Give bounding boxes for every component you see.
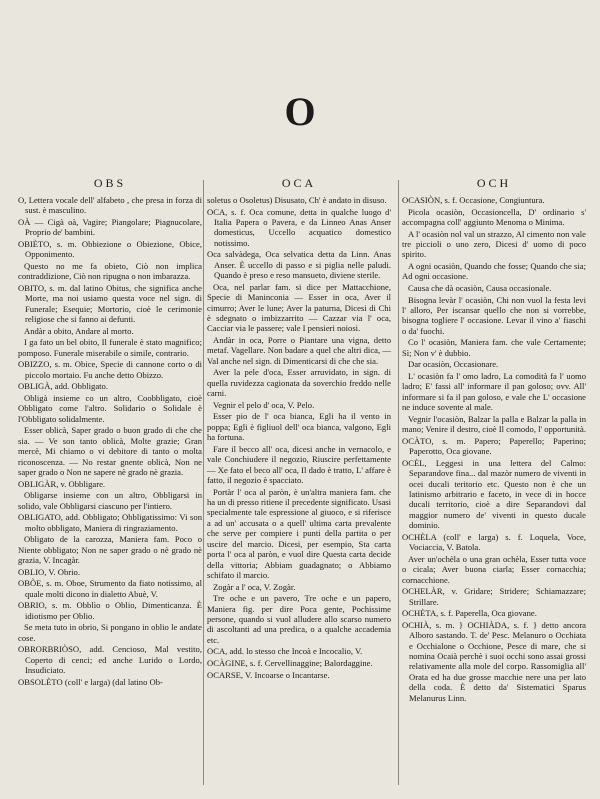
dictionary-subentry: A ogni ocasiòn, Quando che fosse; Quando che sia; Ad ogni occasione. <box>402 261 586 282</box>
dictionary-entry: OBLIGÀR, v. Obbligare. <box>18 478 106 489</box>
dictionary-entry: OBIÈTO, s. m. Obbiezione o Obiezione, Obice, Opponimento. <box>18 239 202 260</box>
dictionary-entry: OBRIO, s. m. Obblìo o Oblio, Dimenticanza. È idiotismo per Oblio. <box>18 600 202 621</box>
dictionary-entry: OBLIGATO, add. Obbligato; Obbligatissimo: Vi son molto obbligato, Maniera di ringraziamento. <box>18 512 202 533</box>
dictionary-entry: OCÀGINE, s. f. Cervellinaggine; Balordaggine. <box>207 657 373 668</box>
column-head: OCA <box>281 176 317 190</box>
dictionary-subentry: A l' ocasiòn nol val un strazzo, Al cimento non vale tre piccioli o uno zero, Dicesi d' uomo di poco spirito. <box>402 228 586 260</box>
dictionary-subentry: Vegnir l'ocasiòn, Balzar la palla e Balzar la palla in mano; Venire il destro, cioè Il comodo, l' opportunità. <box>402 413 586 435</box>
dictionary-entry: OÀ — Cigà oà, Vagire; Piangolare; Piagnucolare, Proprio de' bambini. <box>18 217 202 238</box>
dictionary-subentry: Bisogna levàr l' ocasiòn, Chi non vuol la festa levi l' alloro, Per iscansar quello che non si vorrebbe, bisogna togliere l' occasione. Levar il vino a' fiaschi o da' fuochi. <box>402 294 586 336</box>
dictionary-subentry: Aver un'ochèla o una gran ochèla, Esser tutta voce o cicala; Aver buona ciarla; Esser cornacchia; cornacchione. <box>402 553 586 585</box>
dictionary-subentry: Esser pio de l' oca bianca, Egli ha il vento in poppa; Egli è figliuol dell' oca bianca, valgono, Egli ha fortuna. <box>207 411 391 443</box>
dictionary-entry: Oca salvàdega, Oca selvatica detta da Linn. Anas Anser. È uccello di passo e si piglia nelle paludi. Quando è preso e reso mansueto, diviene sterile. <box>207 249 391 281</box>
dictionary-entry: OBLIO, V. Obrio. <box>18 566 80 577</box>
dictionary-entry: OCHELÀR, v. Gridare; Stridere; Schiamazzare; Strillare. <box>402 586 586 607</box>
dictionary-subentry: Questo no me fa obieto, Ciò non implica contraddizione, Ciò non ripugna o non imbarazza. <box>18 261 202 282</box>
dictionary-entry: OCÈL, Leggesi in una lettera del Calmo: Separandove fina... dal mazòr numero de viventi in ocei ducali teritorio etc. Questo non è che un latinismo arbitrario e faceto, in vece di in hocce ducali territorio, cioè a dire Separandovi dal maggior numero de' viventi in questo ducale dominio. <box>402 457 586 531</box>
dictionary-subentry: Obligarse insieme con un altro, Obbligarsi in solido, vale Obbligarsi ciascuno per l'intiero. <box>18 490 202 511</box>
column-head: OBS <box>93 176 127 190</box>
dictionary-subentry: Andàr in oca, Porre o Piantare una vigna, detto metaf. Vagellare. Non badare a quel che altri dica, — Val anche nel sign. di Dimenticarsi di che che sia. <box>207 335 391 366</box>
column-divider <box>203 180 204 785</box>
dictionary-subentry: L' ocasiòn fa l' omo ladro, La comodità fa l' uomo ladro; E' fassi all' informare il pan goloso; ovv. All' informare si fa il pan goloso, e vale che L' occasione ne induce sovente al male. <box>402 371 586 413</box>
dictionary-subentry: Vegnir el pelo d' oca, V. Pelo. <box>213 399 315 410</box>
section-letter: O <box>284 89 316 134</box>
dictionary-subentry: Dar ocasiòn, Occasionare. <box>408 359 499 370</box>
dictionary-subentry: Andàr a obito, Andare al morto. <box>24 325 134 336</box>
dictionary-subentry: Esser oblicà, Saper grado o buon grado di che che sia. — Ve son tanto oblicà, Molte grazie; Gran mercè, Mi chiamo o vi debitore di tanto o molta riconoscenza. — No restar gnente oblicà, Non ne saper grado o Non ne sapere nè grado nè grazia. <box>18 425 202 478</box>
dictionary-subentry: Tre oche e un pavero, Tre oche e un papero, Maniera fig. per dire Poca gente, Pochissime persone, quando si vuol alludere allo scarso numero di ascoltanti ad una predica, o a qualche accademia etc. <box>207 593 391 645</box>
column-divider <box>398 180 399 785</box>
dictionary-subentry: Obligà insieme co un altro, Coobbligato, cioè Obbligato come l'altro. Solidario o Solidale è l'Obbligato solidalmente. <box>18 393 202 424</box>
column-left <box>18 176 202 688</box>
dictionary-subentry: I ga fato un bel obito, Il funerale è stato magnifico; pomposo. Funerale miserabile o simile, contrario. <box>18 337 202 358</box>
dictionary-entry: OBSOLÈTO (coll' e larga) (dal latino Ob- <box>18 676 163 687</box>
dictionary-subentry: Se meta tuto in obrio, Si pongano in oblio le andate cose. <box>18 622 202 643</box>
dictionary-entry: O, Lettera vocale dell' alfabeto , che presa in forza di sust. è masculino. <box>18 195 202 216</box>
entry-list <box>402 195 586 703</box>
dictionary-entry: OCHÈLA (coll' e larga) s. f. Loquela, Voce, Vociaccia, V. Batola. <box>402 531 586 553</box>
dictionary-entry: OBÒE, s. m. Oboe, Strumento da fiato notissimo, al quale molti dicono in dialetto Abuè, V. <box>18 578 202 599</box>
dictionary-subentry: Fare il becco all' oca, dicesi anche in vernacolo, e vale Conchiudere il negozio, Riuscire perfettamente — Xe fato el beco all' oca, Il dado è tratto, L' affare è fatto, il negozio è spacciato. <box>207 443 391 486</box>
dictionary-entry: OCARSE, V. Incoarse o Incantarse. <box>207 669 330 680</box>
dictionary-entry: OBITO, s. m. dal latino Obitus, che significa anche Morte, ma noi usiamo questa voce nel sign. di Funerale; Esequie; Mortorio, cioè le cerimonie religiose che si fanno ai defunti. <box>18 283 202 325</box>
dictionary-subentry: Aver la pele d'oca, Esser arruvidato, in sign. di quella ruvidezza cagionata da soverchio freddo nelle carni. <box>207 367 391 399</box>
dictionary-entry: OCA, add. lo stesso che Incoà e Incocalio, V. <box>207 646 363 657</box>
dictionary-entry: OCHIÀ, s. m. } OCHIÀDA, s. f. } detto ancora Alboro sastando. T. de' Pesc. Melanuro o Occhiata e Occhialone o Occhione, Pesce di mare, che si nomina Ocaià perchè i suoi occhi sono assai grossi relativamente alla mole del corpo. Rassomiglia all' Orata ed ha due grosse macchie nere una per lato della coda. È detto da' Sistematici Sparus Melanurus Linn. <box>402 619 586 703</box>
dictionary-subentry: Picola ocasiòn, Occasioncella, D' ordinario s' accompagna coll' aggiunto Menoma o Minima. <box>402 206 586 227</box>
dictionary-subentry: Causa che dà ocasiòn, Causa occasionale. <box>408 283 552 293</box>
dictionary-entry: OBRORBRIÒSO, add. Cencioso, Mal vestito, Coperto di cenci; ed anche Lurido o Lordo, Insudiciato. <box>18 644 202 676</box>
dictionary-subentry: Oca, nel parlar fam. si dice per Mattacchione, Specie di Maninconia — Esser in oca, Aver il cimurro; Aver le lune; Aver la paturna, Dicesi di Chi è sdegnato o imbizzarrito — Cazzar via l' oca, Cacciar via le passere; vale I pensieri noiosi. <box>207 281 391 334</box>
entry-list <box>18 195 202 687</box>
column-middle <box>207 176 391 681</box>
dictionary-entry: OBIZZO, s. m. Obice, Specie di cannone corto o di piccolo mortaio. Fu anche detto Obizzo. <box>18 359 202 380</box>
dictionary-entry: soletus o Osoletus) Disusato, Ch' è andato in disuso. <box>207 195 387 205</box>
dictionary-entry: OCÀTO, s. m. Papero; Paperello; Paperino; Paperotto, Oca giovane. <box>402 435 586 457</box>
column-head: OCH <box>476 176 512 190</box>
dictionary-entry: OCA, s. f. Oca comune, detta in qualche luogo d' Italia Papera o Pavera, e da Linneo Anas Anser domesticus, Uccello acquatico domestico notissimo. <box>207 206 391 248</box>
dictionary-subentry: Obligato de la carozza, Maniera fam. Poco o Niente obbligato; Non ne saper grado o nè grado nè grazia, V. Incagàr. <box>18 534 202 566</box>
entry-list <box>207 195 391 680</box>
dictionary-subentry: Zogàr a l' oca, V. Zogàr. <box>213 581 296 592</box>
dictionary-subentry: Portàr l' oca al paròn, è un'altra maniera fam. che ha un di presso ritiene il precedente significato. Usasi specialmente tale espressione al giuoco, e si riferisce a ad un' accusata o a quell' ultima carta prevalente che serve per compiere i punti della partita o per uscire del marcio. Dicesi, per esempio, Sta carta porta l' oca al paròn, e vuol dire Questa carta decide della vittoria; Abbiam guadagnato; o Abbiamo schifato il marcio. <box>207 486 391 580</box>
dictionary-entry: OCHÈTA, s. f. Paperella, Oca giovane. <box>402 608 537 619</box>
dictionary-entry: OCASIÒN, s. f. Occasione, Congiuntura. <box>402 195 545 205</box>
dictionary-entry: OBLIGÀ, add. Obbligato. <box>18 381 108 392</box>
column-right <box>402 176 586 704</box>
dictionary-subentry: Co l' ocasiòn, Maniera fam. che vale Certamente; Sì; Non v' è dubbio. <box>402 337 586 358</box>
